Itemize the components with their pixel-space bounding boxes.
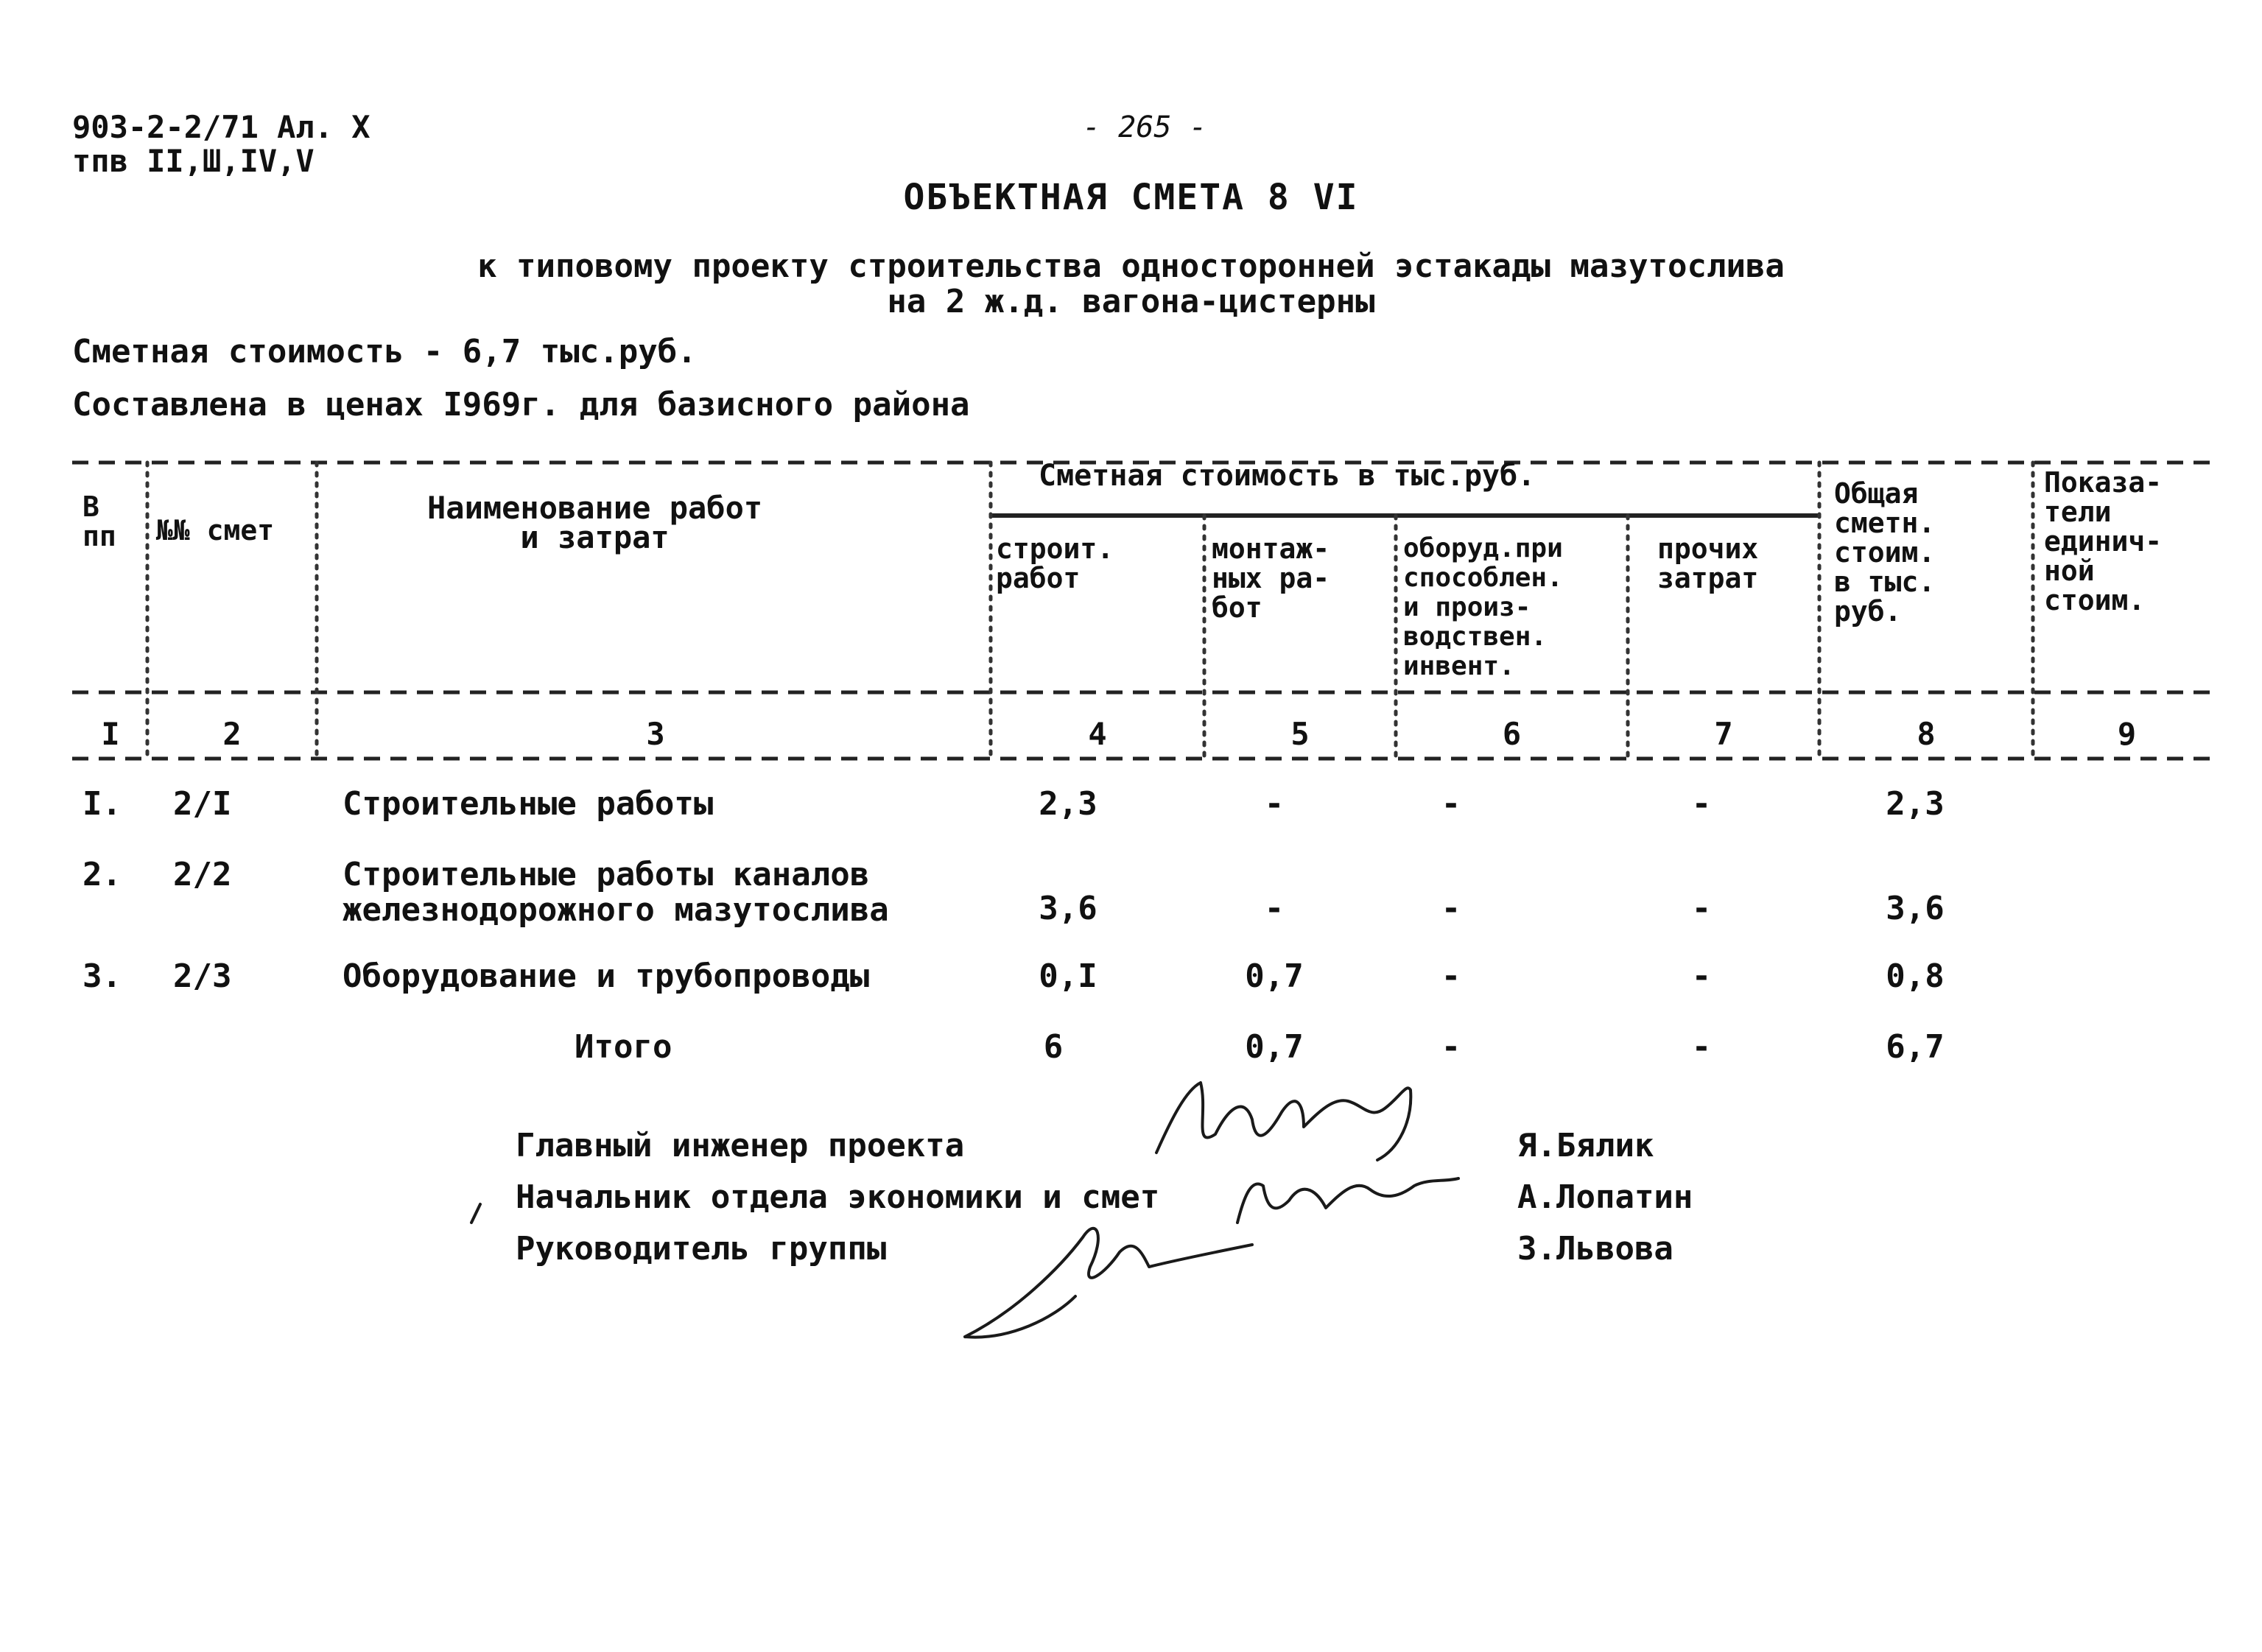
row-code: 2/3: [173, 957, 232, 995]
column-number-4: 4: [1088, 716, 1107, 752]
header-col5: монтаж- ных ра- бот: [1212, 532, 1330, 624]
row-total-cost: 2,3: [1886, 785, 1945, 823]
header-col2: №№ смет: [156, 514, 275, 546]
row-other-cost: -: [1691, 890, 1712, 927]
row-installation-cost: -: [1264, 785, 1285, 823]
column-number-6: 6: [1502, 716, 1522, 752]
row-other-cost: -: [1691, 785, 1712, 823]
signature-name-department-head: А.Лопатин: [1517, 1178, 1693, 1216]
row-installation-cost: 0,7: [1245, 957, 1304, 995]
grand-total-cost: 6,7: [1886, 1028, 1945, 1066]
total-label: Итого: [575, 1028, 672, 1066]
header-cost-group: Сметная стоимость в тыс.руб.: [1039, 459, 1536, 493]
column-number-1: I: [101, 716, 120, 752]
signature-role-department-head: Начальник отдела экономики и смет: [516, 1178, 1160, 1216]
column-number-3: 3: [646, 716, 665, 752]
signature-scribble-3: [965, 1229, 1252, 1338]
column-number-7: 7: [1714, 716, 1733, 752]
row-number: 2.: [82, 856, 122, 893]
row-total-cost: 3,6: [1886, 890, 1945, 927]
total-equipment-cost: -: [1441, 1028, 1461, 1066]
row-total-cost: 0,8: [1886, 957, 1945, 995]
document-code-line1: 903-2-2/71 Ал. X: [72, 109, 370, 145]
row-construction-cost: 0,I: [1039, 957, 1097, 995]
row-construction-cost: 2,3: [1039, 785, 1097, 823]
header-col1: В пп: [82, 491, 116, 552]
total-installation-cost: 0,7: [1245, 1028, 1304, 1066]
row-other-cost: -: [1691, 957, 1712, 995]
header-col6: оборуд.при способлен. и произ- водствен. инвент.: [1403, 533, 1563, 681]
subtitle-line2: на 2 ж.д. вагона-цистерны: [887, 283, 1375, 320]
total-construction-cost: 6: [1043, 1028, 1064, 1066]
prices-note: Составлена в ценах I969г. для базисного района: [72, 386, 970, 423]
row-equipment-cost: -: [1441, 785, 1461, 823]
row-equipment-cost: -: [1441, 890, 1461, 927]
row-name: Строительные работы: [343, 785, 714, 823]
signature-role-group-leader: Руководитель группы: [516, 1230, 887, 1268]
total-other-cost: -: [1691, 1028, 1712, 1066]
column-number-9: 9: [2117, 716, 2137, 752]
subtitle-line1: к типовому проекту строительства односторонней эстакады мазутослива: [477, 247, 1785, 285]
page-number: - 265 -: [1083, 110, 1207, 144]
estimated-cost: Сметная стоимость - 6,7 тыс.руб.: [72, 333, 697, 370]
row-name: Строительные работы каналов железнодорожного мазутослива: [343, 856, 889, 929]
signature-scribble-2: [1237, 1178, 1458, 1223]
row-construction-cost: 3,6: [1039, 890, 1097, 927]
document-title: ОБЪЕКТНАЯ СМЕТА 8 VI: [903, 177, 1359, 218]
row-code: 2/I: [173, 785, 232, 823]
column-number-2: 2: [222, 716, 242, 752]
signature-name-chief-engineer: Я.Бялик: [1517, 1127, 1654, 1164]
column-number-5: 5: [1290, 716, 1310, 752]
column-number-8: 8: [1917, 716, 1936, 752]
row-installation-cost: -: [1264, 890, 1285, 927]
header-col8: Общая сметн. стоим. в тыс. руб.: [1834, 477, 1936, 628]
margin-tick: [471, 1204, 480, 1223]
row-number: 3.: [82, 957, 122, 995]
header-col7: прочих затрат: [1657, 532, 1759, 594]
header-col4: строит. работ: [996, 532, 1114, 594]
row-code: 2/2: [173, 856, 232, 893]
signature-scribble-1: [1156, 1083, 1411, 1160]
header-col3: Наименование работ и затрат: [427, 490, 763, 555]
document-code-line2: тпв II,Ш,IV,V: [72, 143, 315, 179]
row-equipment-cost: -: [1441, 957, 1461, 995]
row-number: I.: [82, 785, 122, 823]
signature-role-chief-engineer: Главный инженер проекта: [516, 1127, 965, 1164]
header-col9: Показа- тели единич- ной стоим.: [2044, 466, 2163, 616]
signature-name-group-leader: З.Львова: [1517, 1230, 1673, 1268]
row-name: Оборудование и трубопроводы: [343, 957, 870, 995]
